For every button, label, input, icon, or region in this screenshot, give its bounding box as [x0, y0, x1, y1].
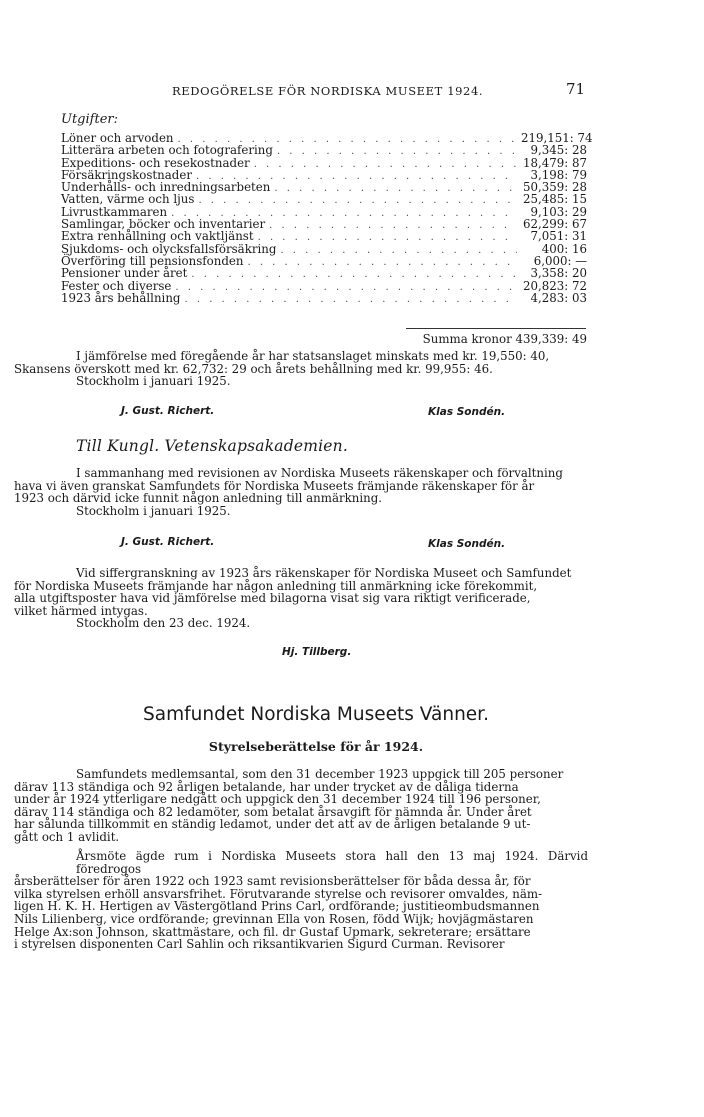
place-date: Stockholm i januari 1925.	[76, 374, 231, 389]
expense-row	[61, 230, 587, 242]
text-line: därav 114 ständiga och 82 ledamöter, som betalat årsavgift för nämnda år. Under året	[14, 804, 532, 819]
text-line: har sålunda tillkommit en ständig ledamot, under det att av de årligen betalande 9 ut-	[14, 817, 531, 832]
section-title: Samfundet Nordiska Museets Vänner.	[143, 704, 489, 725]
verification-paragraph	[14, 567, 588, 630]
expense-amount: 9,345: 28	[530, 143, 587, 158]
audit-paragraph	[14, 350, 588, 388]
report-title: Styrelseberättelse för år 1924.	[208, 739, 424, 754]
expense-amount: 20,823: 72	[522, 278, 587, 293]
text-line: Helge Ax:son Johnson, skattmästare, och fil. dr Gustaf Upmark, sekreterare; ersättare	[14, 924, 531, 939]
text-line: I jämförelse med föregående år har statsanslaget minskats med kr. 19,550: 40,	[76, 349, 550, 363]
leader-dots	[247, 257, 517, 269]
expense-label: Överföring till pensionsfonden	[61, 253, 244, 268]
expenses-list	[61, 131, 593, 305]
expense-label: Extra renhållning och vaktljänst	[61, 229, 254, 244]
expense-row	[61, 193, 587, 205]
expense-amount: 9,103: 29	[530, 204, 587, 219]
signature-tillberg: Hj. Tillberg.	[282, 646, 352, 658]
expense-label: Samlingar, böcker och inventarier	[61, 217, 266, 232]
expense-label: Underhålls- och inredningsarbeten	[61, 180, 271, 195]
text-line: därav 113 ständiga och 92 årligen betalande, har under trycket av de dåliga tiderna	[14, 779, 519, 794]
text-line: under år 1924 ytterligare nedgått och uppgick den 31 december 1924 till 196 personer,	[14, 792, 541, 807]
text-line: 1923 och därvid icke funnit någon anledning till anmärkning.	[14, 491, 383, 506]
sum-rule	[406, 328, 586, 329]
text-line: I sammanhang med revisionen av Nordiska Museets räkenskaper och förvaltning	[76, 466, 563, 480]
expense-label: Löner och arvoden	[61, 131, 174, 145]
leader-dots	[184, 294, 517, 306]
page-header	[0, 80, 704, 100]
expense-amount: 50,359: 28	[522, 180, 587, 195]
signature-sonden: Klas Sondén.	[428, 406, 506, 418]
text-line: årsberättelser för åren 1922 och 1923 samt revisionsberättelser för båda dessa år, för	[14, 874, 531, 889]
expense-amount: 219,151: 74	[521, 131, 593, 145]
expense-amount: 18,479: 87	[522, 155, 587, 170]
leader-dots	[277, 146, 517, 158]
expense-label: Försäkringskostnader	[61, 167, 192, 182]
expense-row	[61, 267, 587, 279]
expense-row	[61, 280, 587, 292]
text-line: Årsmöte ägde rum i Nordiska Museets stora hall den 13 maj 1924. Därvid föredrogos	[76, 849, 588, 876]
expense-amount: 25,485: 15	[522, 192, 587, 207]
running-title: REDOGÖRELSE FÖR NORDISKA MUSEET 1924.	[172, 84, 484, 98]
text-line: gått och 1 avlidit.	[14, 829, 120, 844]
text-line: Vid siffergranskning av 1923 års räkenskaper för Nordiska Museet och Samfundet	[76, 566, 572, 580]
text-line: Nils Lilienberg, vice ordförande; grevinnan Ella von Rosen, född Wijk; hovjägmästaren	[14, 911, 534, 926]
leader-dots	[258, 232, 517, 244]
text-line: hava vi även granskat Samfundets för Nordiska Museets främjande räkenskaper för år	[14, 478, 535, 493]
academy-heading: Till Kungl. Vetenskapsakademien.	[76, 437, 348, 455]
expense-label: Litterära arbeten och fotografering	[61, 143, 273, 158]
text-line: ligen H. K. H. Hertigen av Västergötland Prins Carl, ordförande; justitieombudsmannen	[14, 899, 540, 914]
leader-dots	[280, 245, 517, 257]
text-line: Samfundets medlemsantal, som den 31 december 1923 uppgick till 205 personer	[76, 767, 564, 781]
leader-dots	[254, 159, 517, 171]
place-date: Stockholm i januari 1925.	[76, 503, 231, 518]
expense-amount: 7,051: 31	[530, 229, 587, 244]
expense-amount: 3,198: 79	[530, 167, 587, 182]
academy-paragraph	[14, 467, 588, 517]
leader-dots	[191, 269, 517, 281]
expense-amount: 4,283: 03	[530, 290, 587, 305]
text-line: i styrelsen disponenten Carl Sahlin och riksantikvarien Sigurd Curman. Revisorer	[14, 937, 505, 952]
text-line: Skansens överskott med kr. 62,732: 29 och årets behållning med kr. 99,955: 46.	[14, 361, 493, 376]
expense-amount: 3,358: 20	[530, 266, 587, 281]
place-date: Stockholm den 23 dec. 1924.	[76, 616, 251, 631]
text-line: för Nordiska Museets främjande har någon anledning till anmärkning icke förekommit,	[14, 578, 538, 593]
expense-label: Vatten, värme och ljus	[61, 192, 195, 207]
society-paragraph-1	[14, 768, 588, 844]
text-line: vilka styrelsen erhöll ansvarsfrihet. Förutvarande styrelse och revisorer omvaldes, näm-	[14, 886, 543, 901]
society-paragraph-2	[14, 850, 588, 951]
page-number: 71	[566, 80, 586, 98]
leader-dots	[175, 282, 517, 294]
text-line: alla utgiftsposter hava vid jämförelse med bilagorna visat sig vara riktigt verificerade,	[14, 591, 531, 606]
signature-sonden: Klas Sondén.	[428, 538, 506, 550]
sum-line: Summa kronor 439,339: 49	[422, 332, 587, 346]
expense-amount: 6,000: —	[533, 253, 587, 268]
expense-label: Fester och diverse	[61, 278, 172, 293]
text-line: vilket härmed intygas.	[14, 603, 148, 618]
expense-amount: 400: 16	[541, 241, 587, 256]
expense-label: Sjukdoms- och olycksfallsförsäkring	[61, 241, 277, 256]
leader-dots	[198, 195, 517, 207]
expense-row	[61, 292, 587, 304]
expense-row	[61, 144, 587, 156]
leader-dots	[274, 183, 517, 195]
expense-amount: 62,299: 67	[522, 217, 587, 232]
leader-dots	[269, 220, 517, 232]
expense-label: Pensioner under året	[61, 266, 188, 281]
signature-richert: J. Gust. Richert.	[121, 536, 215, 548]
expense-label: 1923 års behållning	[61, 290, 181, 305]
signature-richert: J. Gust. Richert.	[121, 405, 215, 417]
expenses-heading: Utgifter:	[61, 112, 118, 127]
expense-label: Livrustkammaren	[61, 204, 168, 219]
expense-label: Expeditions- och resekostnader	[61, 155, 250, 170]
